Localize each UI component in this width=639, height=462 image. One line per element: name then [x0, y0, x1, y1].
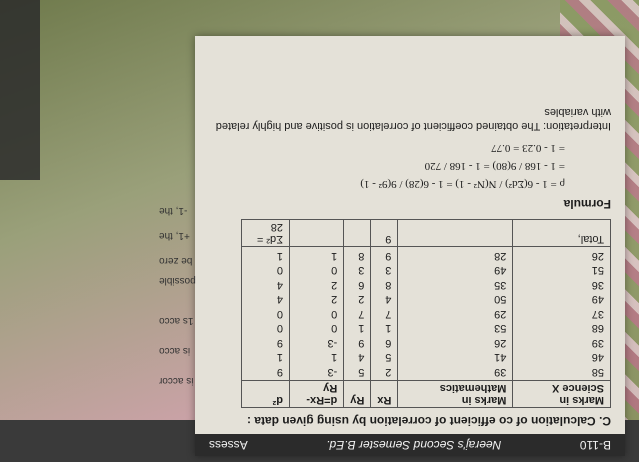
formula-line-2: = 1 - 168 / 9(80) = 1 - 168 / 720 — [424, 160, 565, 173]
formula-line-1: ρ = 1 - 6(Σd²) / N(N² - 1) = 1 - 6(28) / 9(9² - 1) — [360, 178, 565, 191]
page-number: B-110 — [579, 438, 611, 452]
table-cell: 41 — [494, 351, 507, 364]
table-cell: 4 — [276, 293, 283, 306]
col-d2: d² — [242, 381, 290, 408]
total-label: Total, — [513, 220, 611, 247]
table-cell: 53 — [494, 322, 507, 335]
table-cell: 0 — [331, 322, 338, 335]
table-cell: 9 — [358, 337, 365, 349]
book-page — [159, 36, 625, 456]
table-cell: 51 — [591, 264, 604, 277]
table-cell: 29 — [494, 308, 507, 320]
table-cell: 0 — [331, 264, 338, 277]
table-body-row — [242, 247, 611, 381]
table-total-row — [242, 220, 611, 247]
table-cell: 7 — [385, 308, 392, 320]
edge-line: is acco — [159, 345, 191, 356]
table-cell: 8 — [385, 279, 392, 291]
table-cell: 39 — [591, 337, 604, 349]
table-cell: 58 — [591, 366, 604, 378]
edge-line: -1, the — [159, 205, 188, 216]
table-header-row — [242, 381, 611, 408]
table-cell: 49 — [591, 293, 604, 306]
table-cell: 0 — [276, 322, 283, 335]
table-cell: 1 — [276, 250, 283, 262]
table-cell: 36 — [591, 279, 604, 291]
correlation-table — [241, 220, 611, 409]
table-cell: 39 — [494, 366, 507, 378]
science-values — [513, 247, 611, 381]
col-ry: Ry — [344, 381, 371, 408]
math-values — [398, 247, 513, 381]
table-cell: 6 — [385, 337, 392, 349]
table-cell: 35 — [494, 279, 507, 291]
d2-values — [242, 247, 290, 381]
interpretation-text: Interpretation: The obtained coefficient of correlation is positive and highly related with variables — [215, 106, 611, 133]
table-cell: 7 — [358, 308, 365, 320]
table-cell: 1 — [358, 322, 365, 335]
table-cell: 5 — [385, 351, 392, 364]
formula-heading: Formula — [563, 197, 611, 212]
table-cell: 37 — [591, 308, 604, 320]
table-cell: 9 — [276, 337, 283, 349]
table-cell: 0 — [276, 308, 283, 320]
table-cell: 2 — [331, 293, 338, 306]
table-cell: 9 — [385, 250, 392, 262]
table-cell: 3 — [358, 264, 365, 277]
edge-line: is accor — [159, 375, 194, 386]
table-cell: 50 — [494, 293, 507, 306]
table-cell: 26 — [591, 250, 604, 262]
table-cell: 68 — [591, 322, 604, 335]
table-cell: 1 — [276, 351, 283, 364]
edge-text: Assess — [209, 438, 248, 452]
table-cell: 2 — [385, 366, 392, 378]
table-cell: 5 — [358, 366, 365, 378]
table-cell: 1 — [331, 250, 338, 262]
col-science: Marks in Science X — [513, 381, 611, 408]
table-cell: -3 — [327, 366, 338, 378]
table-cell: 26 — [494, 337, 507, 349]
table-cell: 6 — [358, 279, 365, 291]
formula-line-3: = 1 - 0.23 = 0.77 — [491, 142, 565, 155]
page-header-band — [195, 434, 625, 456]
table-cell: 28 — [494, 250, 507, 262]
table-cell: 0 — [331, 308, 338, 320]
col-rx: Rx — [371, 381, 398, 408]
table-cell: 4 — [276, 279, 283, 291]
rx-values — [371, 247, 398, 381]
edge-line: 1s acco — [159, 315, 194, 326]
edge-line: possible — [159, 275, 196, 286]
edge-line: +1, the — [159, 230, 190, 241]
ry-values — [344, 247, 371, 381]
table-cell: 0 — [276, 264, 283, 277]
table-cell: 49 — [494, 264, 507, 277]
d-values — [289, 247, 343, 381]
book-title: Neeraj's Second Semester B.Ed. — [326, 438, 502, 452]
table-cell: 2 — [331, 279, 338, 291]
table-cell: 1 — [385, 322, 392, 335]
table-cell: 2 — [358, 293, 365, 306]
table-cell: 9 — [276, 366, 283, 378]
total-d2: Σd² = 28 — [242, 220, 290, 247]
table-cell: 46 — [591, 351, 604, 364]
table-cell: 8 — [358, 250, 365, 262]
total-rx: 9 — [371, 220, 398, 247]
col-mathematics: Marks in Mathematics — [398, 381, 513, 408]
section-heading: C. Calculation of co efficient of correlation by using given data : — [246, 414, 611, 428]
table-cell: -3 — [327, 337, 338, 349]
table-cell: 1 — [331, 351, 338, 364]
col-d: d=Rx-Ry — [289, 381, 343, 408]
formula-block — [195, 140, 625, 194]
table-cell: 4 — [358, 351, 365, 364]
edge-line: be zero — [159, 255, 193, 266]
table-cell: 4 — [385, 293, 392, 306]
dark-corner — [0, 0, 40, 180]
table-cell: 3 — [385, 264, 392, 277]
